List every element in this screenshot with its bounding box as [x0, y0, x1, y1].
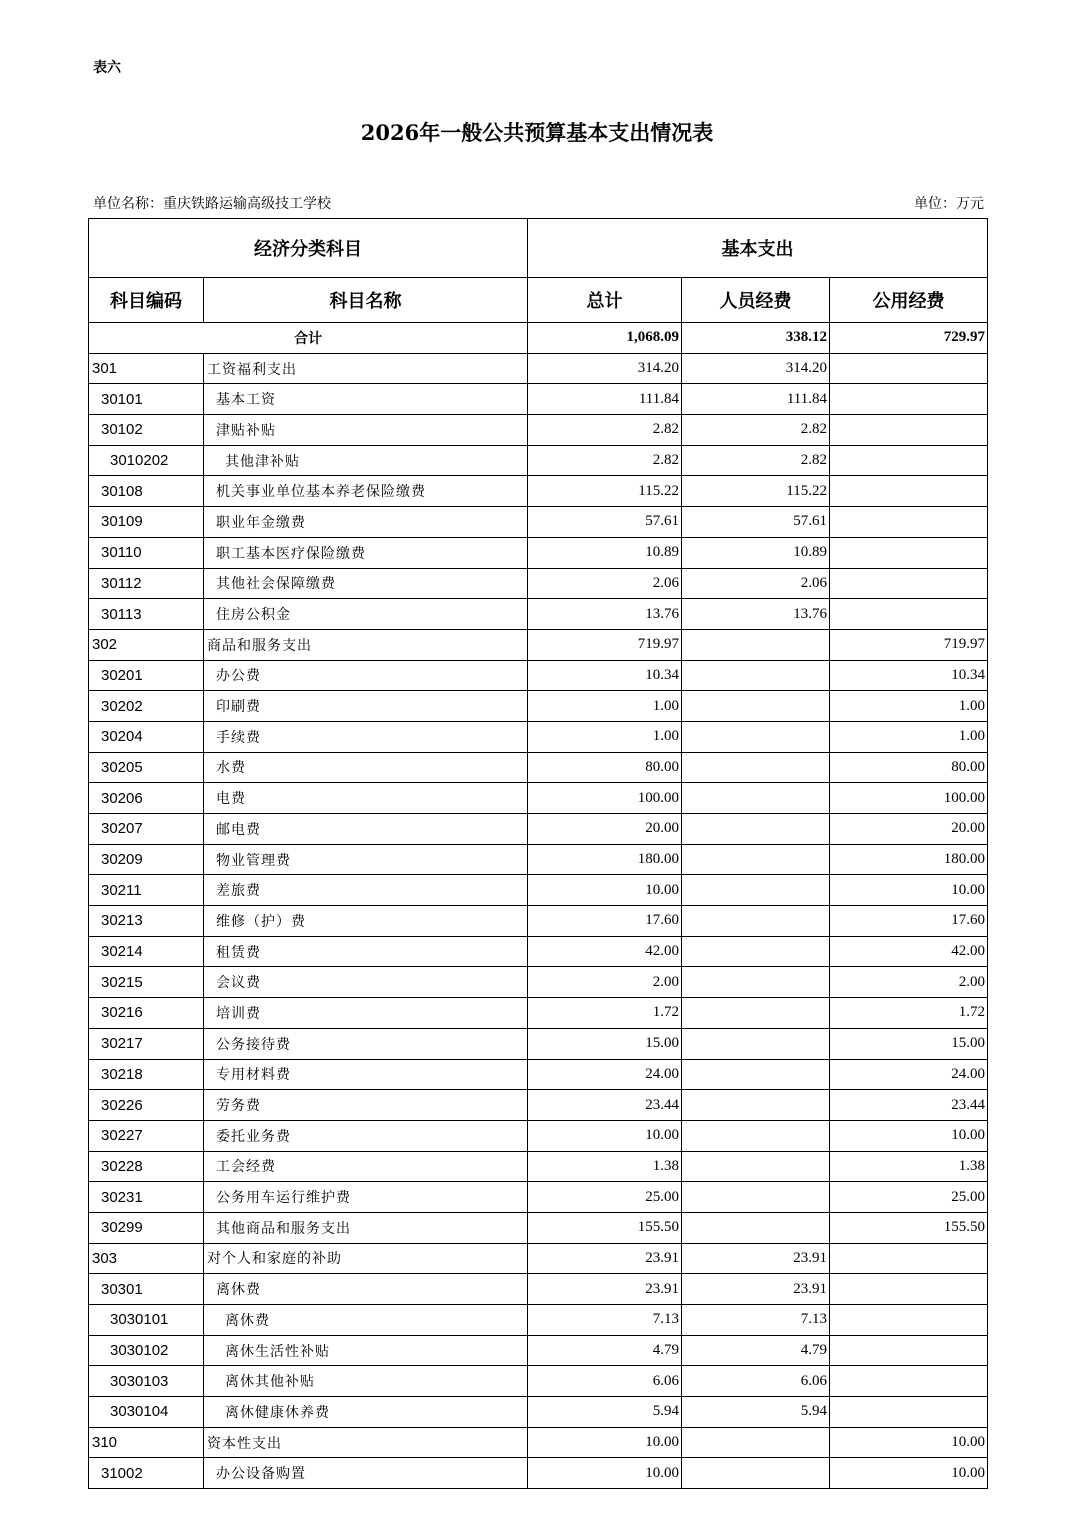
row-public	[830, 1335, 988, 1366]
row-total: 23.91	[528, 1243, 682, 1274]
row-public: 15.00	[830, 1028, 988, 1059]
row-public	[830, 1397, 988, 1428]
row-code: 3030101	[89, 1305, 204, 1336]
table-row	[89, 783, 988, 814]
row-personnel	[682, 721, 830, 752]
row-public: 24.00	[830, 1059, 988, 1090]
row-name: 会议费	[204, 967, 528, 998]
row-public	[830, 415, 988, 446]
row-name: 差旅费	[204, 875, 528, 906]
row-public: 42.00	[830, 936, 988, 967]
table-row	[89, 1151, 988, 1182]
row-personnel	[682, 1427, 830, 1458]
row-total: 80.00	[528, 752, 682, 783]
table-row	[89, 1397, 988, 1428]
row-code: 30209	[89, 844, 204, 875]
row-code: 30102	[89, 415, 204, 446]
row-total: 180.00	[528, 844, 682, 875]
row-public: 100.00	[830, 783, 988, 814]
row-name: 资本性支出	[204, 1427, 528, 1458]
table-row	[89, 1274, 988, 1305]
row-name: 离休生活性补贴	[204, 1335, 528, 1366]
row-public: 155.50	[830, 1212, 988, 1243]
row-personnel: 111.84	[682, 384, 830, 415]
total-sum: 1,068.09	[528, 323, 682, 354]
row-code: 30301	[89, 1274, 204, 1305]
row-name: 其他津补贴	[204, 445, 528, 476]
row-total: 24.00	[528, 1059, 682, 1090]
row-total: 6.06	[528, 1366, 682, 1397]
header-row-group	[89, 219, 988, 278]
row-total: 10.00	[528, 1458, 682, 1489]
row-code: 30109	[89, 507, 204, 538]
table-row	[89, 476, 988, 507]
header-public: 公用经费	[830, 278, 988, 323]
total-personnel: 338.12	[682, 323, 830, 354]
row-name: 住房公积金	[204, 599, 528, 630]
total-label: 合计	[89, 323, 528, 354]
row-personnel	[682, 936, 830, 967]
row-name: 离休健康休养费	[204, 1397, 528, 1428]
row-personnel	[682, 1182, 830, 1213]
row-public: 1.72	[830, 998, 988, 1029]
row-personnel: 115.22	[682, 476, 830, 507]
row-total: 13.76	[528, 599, 682, 630]
row-personnel: 6.06	[682, 1366, 830, 1397]
row-personnel: 57.61	[682, 507, 830, 538]
row-name: 公务接待费	[204, 1028, 528, 1059]
row-total: 57.61	[528, 507, 682, 538]
row-total: 1.72	[528, 998, 682, 1029]
row-code: 31002	[89, 1458, 204, 1489]
row-personnel: 13.76	[682, 599, 830, 630]
row-code: 30231	[89, 1182, 204, 1213]
row-total: 719.97	[528, 629, 682, 660]
row-code: 30101	[89, 384, 204, 415]
row-public: 180.00	[830, 844, 988, 875]
table-row	[89, 1366, 988, 1397]
row-personnel	[682, 875, 830, 906]
table-row	[89, 1182, 988, 1213]
table-row	[89, 1120, 988, 1151]
row-total: 2.06	[528, 568, 682, 599]
row-personnel	[682, 752, 830, 783]
row-total: 10.00	[528, 875, 682, 906]
row-name: 劳务费	[204, 1090, 528, 1121]
row-total: 1.38	[528, 1151, 682, 1182]
row-personnel	[682, 1059, 830, 1090]
row-name: 委托业务费	[204, 1120, 528, 1151]
row-code: 30205	[89, 752, 204, 783]
row-total: 155.50	[528, 1212, 682, 1243]
row-total: 42.00	[528, 936, 682, 967]
row-personnel: 7.13	[682, 1305, 830, 1336]
row-name: 电费	[204, 783, 528, 814]
row-personnel: 4.79	[682, 1335, 830, 1366]
row-public: 10.00	[830, 1120, 988, 1151]
row-name: 离休费	[204, 1274, 528, 1305]
row-public	[830, 1366, 988, 1397]
table-row	[89, 1212, 988, 1243]
row-code: 30207	[89, 814, 204, 845]
row-personnel	[682, 1212, 830, 1243]
row-code: 30214	[89, 936, 204, 967]
row-total: 23.44	[528, 1090, 682, 1121]
row-total: 25.00	[528, 1182, 682, 1213]
row-name: 基本工资	[204, 384, 528, 415]
row-personnel	[682, 998, 830, 1029]
row-name: 租赁费	[204, 936, 528, 967]
row-personnel: 23.91	[682, 1243, 830, 1274]
table-row	[89, 998, 988, 1029]
row-name: 培训费	[204, 998, 528, 1029]
budget-table	[88, 218, 988, 1489]
table-row	[89, 844, 988, 875]
row-code: 30299	[89, 1212, 204, 1243]
table-row	[89, 752, 988, 783]
table-row	[89, 537, 988, 568]
row-code: 310	[89, 1427, 204, 1458]
row-name: 物业管理费	[204, 844, 528, 875]
row-code: 302	[89, 629, 204, 660]
row-name: 离休其他补贴	[204, 1366, 528, 1397]
row-name: 邮电费	[204, 814, 528, 845]
row-personnel	[682, 967, 830, 998]
row-personnel: 10.89	[682, 537, 830, 568]
row-code: 30226	[89, 1090, 204, 1121]
row-personnel	[682, 1090, 830, 1121]
row-code: 3030102	[89, 1335, 204, 1366]
row-total: 314.20	[528, 353, 682, 384]
table-row	[89, 1305, 988, 1336]
row-public	[830, 1274, 988, 1305]
table-row	[89, 875, 988, 906]
header-name: 科目名称	[204, 278, 528, 323]
row-personnel	[682, 691, 830, 722]
row-personnel	[682, 1458, 830, 1489]
row-public	[830, 1305, 988, 1336]
table-row	[89, 906, 988, 937]
row-name: 职业年金缴费	[204, 507, 528, 538]
table-row	[89, 814, 988, 845]
row-code: 30112	[89, 568, 204, 599]
table-row	[89, 445, 988, 476]
row-total: 100.00	[528, 783, 682, 814]
row-name: 其他商品和服务支出	[204, 1212, 528, 1243]
row-personnel: 2.82	[682, 415, 830, 446]
row-total: 7.13	[528, 1305, 682, 1336]
row-personnel	[682, 1028, 830, 1059]
table-row	[89, 1458, 988, 1489]
row-public: 10.00	[830, 1427, 988, 1458]
row-code: 30217	[89, 1028, 204, 1059]
row-personnel	[682, 1151, 830, 1182]
row-name: 机关事业单位基本养老保险缴费	[204, 476, 528, 507]
row-personnel: 5.94	[682, 1397, 830, 1428]
row-public	[830, 476, 988, 507]
row-total: 4.79	[528, 1335, 682, 1366]
row-personnel	[682, 814, 830, 845]
row-code: 3030103	[89, 1366, 204, 1397]
row-total: 17.60	[528, 906, 682, 937]
row-name: 手续费	[204, 721, 528, 752]
row-personnel	[682, 629, 830, 660]
row-code: 30204	[89, 721, 204, 752]
row-total: 10.34	[528, 660, 682, 691]
row-code: 30228	[89, 1151, 204, 1182]
row-public: 10.00	[830, 875, 988, 906]
row-code: 30211	[89, 875, 204, 906]
row-public	[830, 353, 988, 384]
row-public: 10.00	[830, 1458, 988, 1489]
unit-name-label: 单位名称：重庆铁路运输高级技工学校	[93, 196, 331, 212]
row-total: 1.00	[528, 721, 682, 752]
row-personnel: 314.20	[682, 353, 830, 384]
table-row	[89, 1059, 988, 1090]
row-name: 印刷费	[204, 691, 528, 722]
row-public: 719.97	[830, 629, 988, 660]
row-name: 工会经费	[204, 1151, 528, 1182]
row-code: 3010202	[89, 445, 204, 476]
header-personnel: 人员经费	[682, 278, 830, 323]
row-name: 专用材料费	[204, 1059, 528, 1090]
row-public: 1.00	[830, 721, 988, 752]
row-code: 301	[89, 353, 204, 384]
header-total: 总计	[528, 278, 682, 323]
row-name: 商品和服务支出	[204, 629, 528, 660]
row-public: 25.00	[830, 1182, 988, 1213]
table-row	[89, 1090, 988, 1121]
table-row	[89, 660, 988, 691]
header-econ-class: 经济分类科目	[89, 219, 528, 278]
row-code: 30201	[89, 660, 204, 691]
table-row	[89, 967, 988, 998]
table-row	[89, 568, 988, 599]
row-public	[830, 568, 988, 599]
row-personnel	[682, 906, 830, 937]
row-name: 维修（护）费	[204, 906, 528, 937]
table-row	[89, 384, 988, 415]
row-name: 职工基本医疗保险缴费	[204, 537, 528, 568]
row-public: 20.00	[830, 814, 988, 845]
table-row	[89, 599, 988, 630]
row-public: 1.38	[830, 1151, 988, 1182]
row-code: 3030104	[89, 1397, 204, 1428]
row-code: 30108	[89, 476, 204, 507]
row-total: 111.84	[528, 384, 682, 415]
row-public: 17.60	[830, 906, 988, 937]
row-name: 办公设备购置	[204, 1458, 528, 1489]
table-row	[89, 629, 988, 660]
row-code: 30213	[89, 906, 204, 937]
row-name: 公务用车运行维护费	[204, 1182, 528, 1213]
row-total: 10.00	[528, 1120, 682, 1151]
row-code: 30216	[89, 998, 204, 1029]
row-public: 10.34	[830, 660, 988, 691]
row-total: 23.91	[528, 1274, 682, 1305]
header-code: 科目编码	[89, 278, 204, 323]
table-row	[89, 1243, 988, 1274]
row-code: 30218	[89, 1059, 204, 1090]
table-row	[89, 507, 988, 538]
row-name: 工资福利支出	[204, 353, 528, 384]
page-title: 2026年一般公共预算基本支出情况表	[360, 120, 714, 145]
row-total: 115.22	[528, 476, 682, 507]
row-code: 303	[89, 1243, 204, 1274]
row-code: 30227	[89, 1120, 204, 1151]
row-total: 2.00	[528, 967, 682, 998]
row-code: 30110	[89, 537, 204, 568]
row-name: 离休费	[204, 1305, 528, 1336]
table-row	[89, 415, 988, 446]
table-row	[89, 1335, 988, 1366]
row-code: 30215	[89, 967, 204, 998]
row-total: 2.82	[528, 445, 682, 476]
table-row	[89, 1427, 988, 1458]
currency-unit-label: 单位：万元	[914, 196, 984, 212]
row-personnel	[682, 783, 830, 814]
row-public: 1.00	[830, 691, 988, 722]
row-total: 2.82	[528, 415, 682, 446]
table-row	[89, 936, 988, 967]
row-name: 办公费	[204, 660, 528, 691]
row-personnel: 2.06	[682, 568, 830, 599]
row-total: 15.00	[528, 1028, 682, 1059]
header-basic-expense: 基本支出	[528, 219, 988, 278]
row-public: 80.00	[830, 752, 988, 783]
row-total: 1.00	[528, 691, 682, 722]
row-code: 30206	[89, 783, 204, 814]
header-row-columns	[89, 278, 988, 323]
table-row	[89, 353, 988, 384]
row-name: 其他社会保障缴费	[204, 568, 528, 599]
row-name: 津贴补贴	[204, 415, 528, 446]
row-public: 23.44	[830, 1090, 988, 1121]
row-personnel	[682, 844, 830, 875]
row-personnel: 23.91	[682, 1274, 830, 1305]
row-public	[830, 507, 988, 538]
row-public	[830, 537, 988, 568]
row-total: 10.89	[528, 537, 682, 568]
row-personnel	[682, 1120, 830, 1151]
row-personnel: 2.82	[682, 445, 830, 476]
row-public	[830, 599, 988, 630]
row-personnel	[682, 660, 830, 691]
row-name: 水费	[204, 752, 528, 783]
row-code: 30113	[89, 599, 204, 630]
row-total: 20.00	[528, 814, 682, 845]
table-row	[89, 1028, 988, 1059]
row-public	[830, 445, 988, 476]
total-row	[89, 323, 988, 354]
row-total: 5.94	[528, 1397, 682, 1428]
table-row	[89, 691, 988, 722]
row-name: 对个人和家庭的补助	[204, 1243, 528, 1274]
row-public	[830, 384, 988, 415]
total-public: 729.97	[830, 323, 988, 354]
table-number: 表六	[93, 60, 121, 76]
row-code: 30202	[89, 691, 204, 722]
row-total: 10.00	[528, 1427, 682, 1458]
row-public: 2.00	[830, 967, 988, 998]
row-public	[830, 1243, 988, 1274]
table-row	[89, 721, 988, 752]
